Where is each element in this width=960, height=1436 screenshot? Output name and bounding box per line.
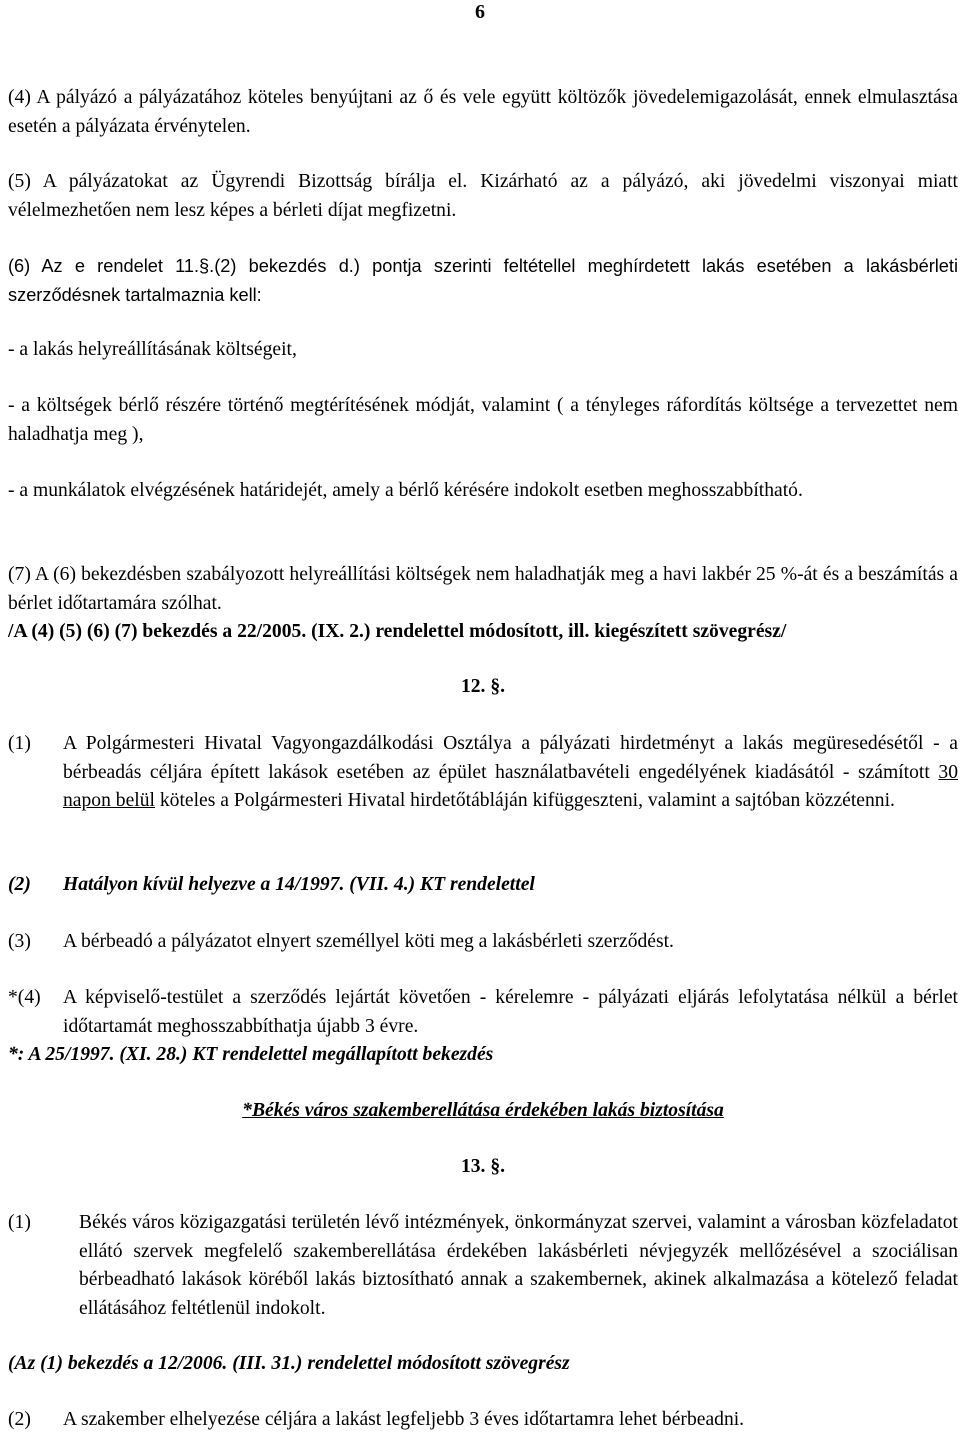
section-12-item-4: A képviselő-testület a szerződés lejártát követően - kérelemre - pályázati eljárás lefolytatása nélkül a bérlet időtartamát meghosszabbíthatja újabb 3 évre. bbox=[63, 987, 958, 1037]
paragraph-7: (7) A (6) bekezdésben szabályozott helyreállítási költségek nem haladhatják meg a havi lakbér 25 %-át és a beszámítás a bérlet időtartamára szólhat. bbox=[8, 564, 958, 614]
page-number: 6 bbox=[475, 1, 485, 23]
section-12-item-2-number: (2) bbox=[8, 874, 31, 895]
deadline-text: 30 napon belül bbox=[63, 761, 958, 811]
section-13-item-2: A szakember elhelyezése céljára a lakást legfeljebb 3 éves időtartamra lehet bérbeadni. bbox=[63, 1409, 745, 1430]
section-12-item-2: Hatályon kívül helyezve a 14/1997. (VII. 4.) KT rendelettel bbox=[63, 874, 535, 895]
paragraph-4: (4) A pályázó a pályázatához köteles benyújtani az ő és vele együtt költözők jövedelemigazolását, ennek elmulasztása esetén a pályázata érvénytelen. bbox=[8, 87, 958, 137]
list-item: - a lakás helyreállításának költségeit, bbox=[8, 339, 297, 360]
list-item: - a költségek bérlő részére történő megtérítésének módját, valamint ( a tényleges ráfordítás költsége a tervezettet nem haladhatja meg ), bbox=[8, 395, 958, 445]
amendment-note-13: (Az (1) bekezdés a 12/2006. (III. 31.) rendelettel módosított szövegrész bbox=[8, 1353, 570, 1374]
section-12-item-1-text: A Polgármesteri Hivatal Vagyongazdálkodási Osztálya a pályázati hirdetményt a lakás megüresedésétől - a bérbeadás céljára épített lakások esetében az épület használatbavételi engedélyének kiadásától - számított bbox=[63, 733, 958, 783]
list-item: - a munkálatok elvégzésének határidejét, amely a bérlő kérésére indokolt esetben meghosszabbítható. bbox=[8, 480, 803, 501]
section-12-item-3: A bérbeadó a pályázatot elnyert személlyel köti meg a lakásbérleti szerződést. bbox=[63, 931, 674, 952]
section-13-item-2-number: (2) bbox=[8, 1409, 31, 1430]
section-12-item-4-number: *(4) bbox=[8, 987, 41, 1008]
paragraph-6: (6) Az e rendelet 11.§.(2) bekezdés d.) pontja szerinti feltétellel meghírdetett lakás esetében a lakásbérleti szerződésnek tartalmaznia kell: bbox=[8, 256, 958, 305]
section-13-heading: 13. §. bbox=[460, 1156, 506, 1177]
footnote-12: *: A 25/1997. (XI. 28.) KT rendelettel megállapított bekezdés bbox=[8, 1044, 494, 1065]
section-12-item-1-text-end: köteles a Polgármesteri Hivatal hirdetőtábláján kifüggeszteni, valamint a sajtóban közzétenni. bbox=[154, 790, 895, 811]
section-12-heading: 12. §. bbox=[460, 676, 506, 697]
section-12-item-1-number: (1) bbox=[8, 733, 31, 754]
section-13-item-1: Békés város közigazgatási területén lévő intézmények, önkormányzat szervei, valamint a városban közfeladatot ellátó szervek megfelelő szakemberellátása érdekében lakásbérleti névjegyzék mellőzésével a szociálisan bérbeadható lakások köréből lakás biztosítható annak a szakembernek, akinek alkalmazása a kötelező feladat ellátásához feltétlenül indokolt. bbox=[79, 1212, 958, 1319]
paragraph-5: (5) A pályázatokat az Ügyrendi Bizottság bírálja el. Kizárható az a pályázó, aki jövedelmi viszonyai miatt vélelmezhetően nem lesz képes a bérleti díjat megfizetni. bbox=[8, 171, 958, 221]
amendment-note: /A (4) (5) (6) (7) bekezdés a 22/2005. (IX. 2.) rendelettel módosított, ill. kiegészített szövegrész/ bbox=[8, 621, 787, 642]
section-13-item-1-number: (1) bbox=[8, 1212, 31, 1233]
section-13-title: *Békés város szakemberellátása érdekében lakás biztosítása bbox=[242, 1100, 724, 1121]
section-12-item-3-number: (3) bbox=[8, 931, 31, 952]
section-12-item-1 bbox=[63, 730, 958, 816]
